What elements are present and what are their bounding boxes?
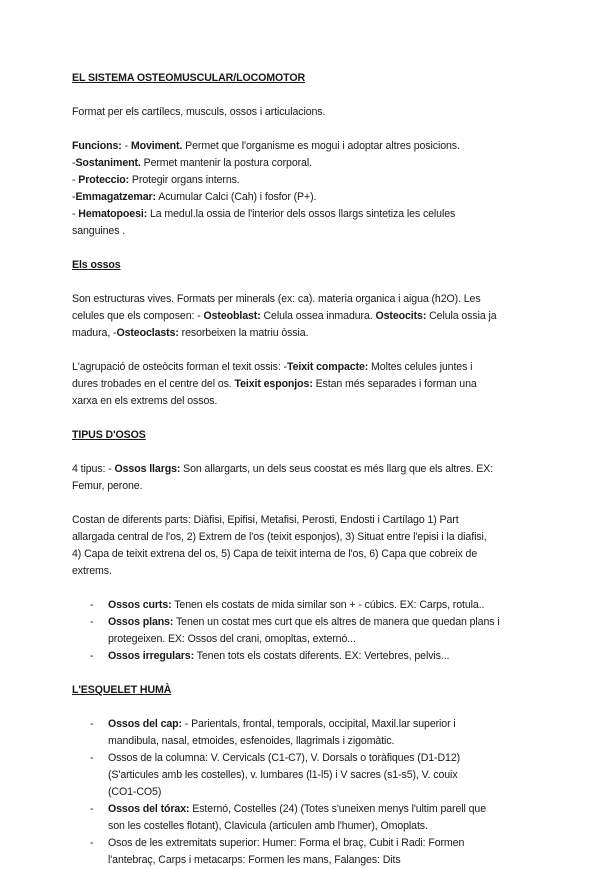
parts-line-4: extrems. [72,565,112,577]
list-item-ossos-plans [72,614,540,631]
ossos-p2-line-1 [72,359,540,376]
ossos-p2-line-2 [72,376,540,393]
text-run: Celula ossia ja [426,310,497,322]
list-item-ossos-irregulars [72,648,540,665]
funcions-line-1 [72,138,540,155]
parts-line-2: allargada central de l'os, 2) Extrem de l'os (teixit esponjos), 3) Situat entre l'episi i la diafisi, [72,531,487,543]
list-term: Ossos del cap: [108,718,182,730]
list-text: son les costelles flotant), Clavicula (articulen amb l'humer), Omoplats. [108,820,428,832]
ossos-p1-line-3 [72,325,540,342]
dash-bullet: - [90,616,94,628]
heading-tipus-osos: TIPUS D'OSOS [72,429,146,441]
term-osteocits: Osteocits: [375,310,427,322]
list-text: (S'articules amb les costelles), v. lumbares (l1-l5) i V sacres (s1-s5), V. couix [108,769,458,781]
funcions-line-4 [72,189,540,206]
funcions-text: Acumular Calci (Cah) i fosfor (P+). [155,191,317,203]
funcions-label: Funcions: [72,140,122,152]
list-text: Esternó, Costelles (24) (Totes s'uneixen menys l'ultim parell que [189,803,486,815]
text-run: Celula ossea inmadura. [260,310,376,322]
text-run: madura, - [72,327,117,339]
tipus-list [72,597,540,665]
list-item-ossos-torax [72,801,540,818]
list-text: Ossos de la columna: V. Cervicals (C1-C7), V. Dorsals o toràfiques (D1-D12) [108,752,461,764]
funcions-line-3 [72,172,540,189]
ossos-p1-line-2 [72,308,540,325]
list-item-continuation [72,784,540,801]
list-text: Osos de les extremitats superior: Humer: Forma el braç, Cubit i Radi: Formen [108,837,465,849]
ossos-p2-line-3: xarxa en els extrems del ossos. [72,395,218,407]
funcions-line-2 [72,155,540,172]
dash-bullet: - [90,752,94,764]
funcions-prefix: - [72,157,76,169]
document-title: EL SISTEMA OSTEOMUSCULAR/LOCOMOTOR [72,72,306,84]
funcions-term: Proteccio: [78,174,130,186]
term-ossos-llargs: Ossos llargs: [114,463,181,475]
text-run: Estan més separades i forman una [312,378,477,390]
list-item-continuation [72,733,540,750]
funcions-prefix: - [72,191,76,203]
list-text: Tenen tots els costats diferents. EX: Vertebres, pelvis... [194,650,450,662]
ossos-p1-line-1: Son estructuras vives. Formats per minerals (ex: ca). materia organica i aigua (h2O). Les [72,293,481,305]
text-run: dures trobades en el centre del os. [72,378,235,390]
list-item-ossos-cap [72,716,540,733]
intro-text: Format per els cartílecs, musculs, ossos i articulacions. [72,106,326,118]
dash-bullet: - [90,803,94,815]
funcions-term: Sostaniment. [75,157,141,169]
list-item-continuation [72,852,540,869]
funcions-term: Hematopoesi: [78,208,148,220]
list-item-continuation [72,631,540,648]
funcions-text: Permet mantenir la postura corporal. [140,157,312,169]
dash-bullet: - [90,599,94,611]
funcions-text: La medul.la ossia de l'interior dels ossos llargs sintetiza les celules [147,208,456,220]
text-run: 4 tipus: - [72,463,115,475]
list-text: Tenen els costats de mida similar son + - cúbics. EX: Carps, rotula.. [171,599,485,611]
term-teixit-compacte: Teixit compacte: [287,361,369,373]
list-text: (CO1-CO5) [108,786,162,798]
parts-line-3: 4) Capa de teixit extrena del os, 5) Capa de teixit interna de l'os, 6) Capa que cobreix de [72,548,478,560]
list-text: mandibula, nasal, etmoides, esfenoides, llagrimals i zigomàtic. [108,735,395,747]
list-term: Ossos curts: [108,599,172,611]
parts-line-1: Costan de diferents parts: Diàfisi, Epifisi, Metafisi, Perosti, Endosti i Cartílago 1) Part [72,514,459,526]
tipus-line-1 [72,461,540,478]
funcions-line-6 [72,223,540,240]
text-run: L'agrupació de osteòcits forman el texit ossis: - [72,361,287,373]
funcions-prefix: - [72,208,79,220]
funcions-text: sanguines . [72,225,126,237]
term-osteoblast: Osteoblast: [203,310,261,322]
dash-bullet: - [90,650,94,662]
list-text: - Parientals, frontal, temporals, occipital, Maxil.lar superior i [181,718,456,730]
list-item-extremitats [72,835,540,852]
list-term: Ossos irregulars: [108,650,195,662]
heading-esquelet-huma: L'ESQUELET HUMÀ [72,684,172,696]
text-run: celules que els composen: - [72,310,204,322]
esquelet-list [72,716,540,869]
text-run: Son allargarts, un dels seus coostat es més llarg que els altres. EX: [180,463,494,475]
list-item-continuation [72,818,540,835]
text-run: Moltes celules juntes i [368,361,473,373]
funcions-prefix: - [121,140,131,152]
list-text: l'antebraç, Carps i metacarps: Formen les mans, Falanges: Dits [108,854,401,866]
dash-bullet: - [90,837,94,849]
funcions-text: Protegir organs interns. [129,174,240,186]
funcions-line-5 [72,206,540,223]
text-run: resorbeixen la matriu òssia. [178,327,309,339]
funcions-term: Moviment. [130,140,183,152]
funcions-text: Permet que l'organisme es mogui i adoptar altres posicions. [182,140,460,152]
list-item-ossos-columna [72,750,540,767]
term-osteoclasts: Osteoclasts: [116,327,179,339]
term-teixit-esponjos: Teixit esponjos: [234,378,313,390]
list-term: Ossos plans: [108,616,174,628]
list-item-ossos-curts [72,597,540,614]
tipus-line-2: Femur, perone. [72,480,143,492]
funcions-term: Emmagatzemar: [75,191,156,203]
dash-bullet: - [90,718,94,730]
list-text: protegeixen. EX: Ossos del crani, omopltas, externó... [108,633,356,645]
list-text: Tenen un costat mes curt que els altres de manera que quedan plans i [173,616,500,628]
funcions-prefix: - [72,174,79,186]
heading-els-ossos: Els ossos [72,259,121,271]
list-term: Ossos del tórax: [108,803,190,815]
list-item-continuation [72,767,540,784]
